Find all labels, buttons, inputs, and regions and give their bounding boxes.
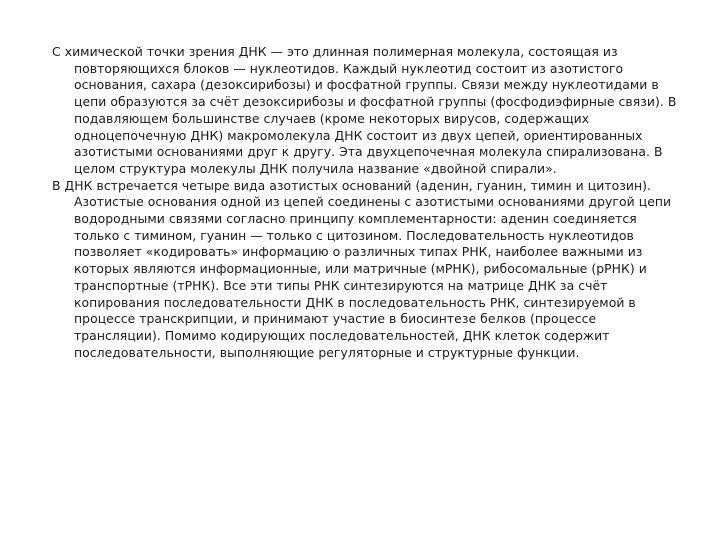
text-body: [52, 44, 684, 361]
paragraph-dna-structure: С химической точки зрения ДНК — это длинная полимерная молекула, состоящая из повторяющихся блоков — нуклеотидов. Каждый нуклеотид состоит из азотистого основания, сахара (дезоксирибозы) и фосфатной группы. Связи между нуклеотидами в цепи образуются за счёт дезоксирибозы и фосфатной группы (фосфодиэфирные связи). В подавляющем большинстве случаев (кроме некоторых вирусов, содержащих одноцепочечную ДНК) макромолекула ДНК состоит из двух цепей, ориентированных азотистыми основаниями друг к другу. Эта двухцепочечная молекула спирализована. В целом структура молекулы ДНК получила название «двойной спирали».: [52, 44, 677, 176]
paragraph-nitrogen-bases: В ДНК встречается четыре вида азотистых оснований (аденин, гуанин, тимин и цитозин). Азотистые основания одной из цепей соединены с азотистыми основаниями другой цепи водородными связями согласно принципу комплементарности: аденин соединяется только с тимином, гуанин — только с цитозином. Последовательность нуклеотидов позволяет «кодировать» информацию о различных типах РНК, наиболее важными из которых являются информационные, или матричные (мРНК), рибосомальные (рРНК) и транспортные (тРНК). Все эти типы РНК синтезируются на матрице ДНК за счёт копирования последовательности ДНК в последовательность РНК, синтезируемой в процессе транскрипции, и принимают участие в биосинтезе белков (процессе трансляции). Помимо кодирующих последовательностей, ДНК клеток содержит последовательности, выполняющие регуляторные и структурные функции.: [52, 177, 672, 360]
